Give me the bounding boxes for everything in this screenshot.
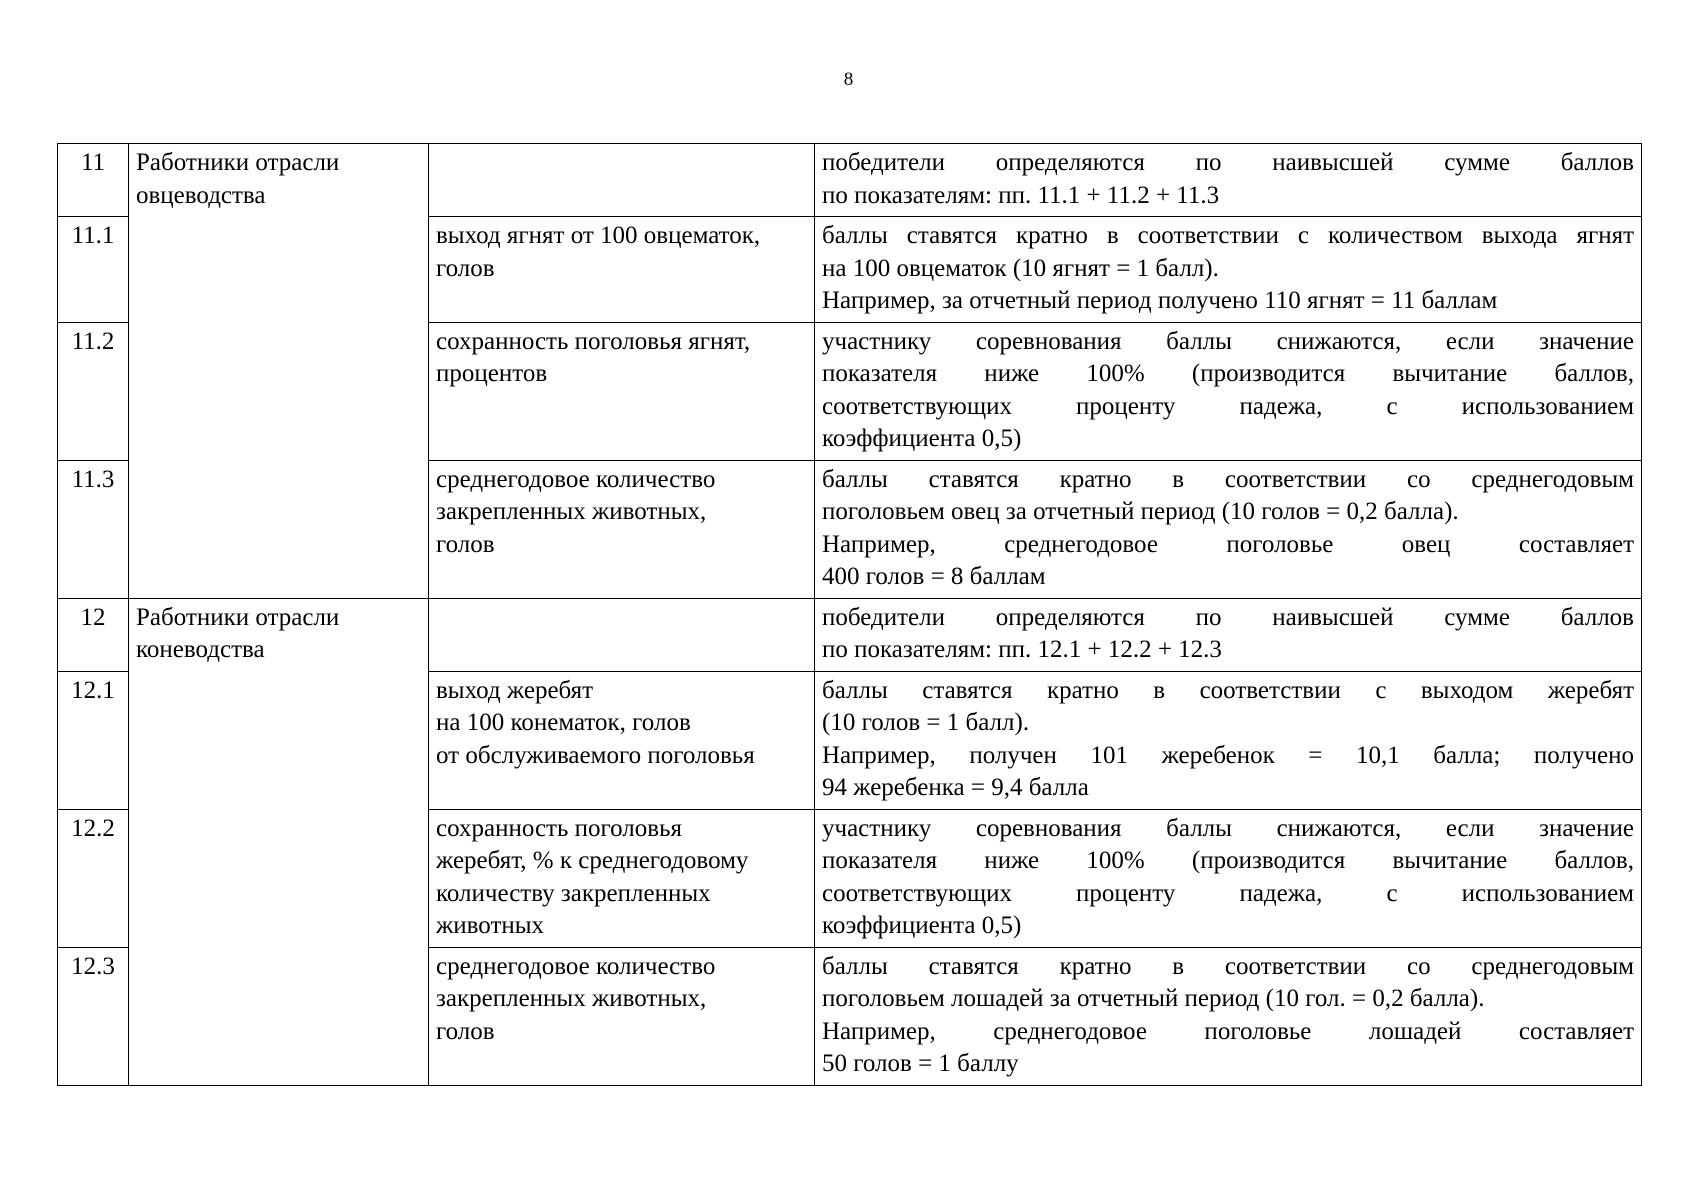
rule-cell bbox=[815, 809, 1642, 947]
indicator-line: жеребят, % к среднегодовому bbox=[436, 847, 749, 874]
rule-line: баллы ставятся кратно в соответствии с выходом жеребят bbox=[822, 676, 1634, 704]
indicator-line: выход жеребят bbox=[436, 676, 594, 704]
indicator-line: закрепленных животных, bbox=[436, 985, 707, 1012]
rule-line: по показателям: пп. 11.1 + 11.2 + 11.3 bbox=[822, 181, 1220, 209]
page-number: 8 bbox=[843, 69, 854, 90]
rule-cell bbox=[815, 144, 1642, 217]
row-number: 12 bbox=[58, 598, 129, 671]
indicator-line: от обслуживаемого поголовья bbox=[436, 741, 755, 769]
indicator-line: закрепленных животных, bbox=[436, 498, 707, 525]
indicator-cell bbox=[429, 671, 815, 809]
indicator-line: выход ягнят от 100 овцематок, bbox=[436, 222, 761, 249]
category-cell bbox=[129, 598, 429, 1085]
indicator-line: голов bbox=[436, 254, 495, 282]
indicator-cell bbox=[429, 322, 815, 460]
indicator-line: среднегодовое количество bbox=[436, 465, 716, 493]
indicator-line: голов bbox=[436, 530, 495, 558]
rule-line: 400 голов = 8 баллам bbox=[822, 563, 1046, 590]
rule-line: поголовьем овец за отчетный период (10 голов = 0,2 балла). bbox=[822, 498, 1459, 525]
indicator-line: сохранность поголовья bbox=[436, 814, 682, 842]
indicator-line: голов bbox=[436, 1017, 495, 1045]
indicator-cell bbox=[429, 598, 815, 671]
rule-line: участнику соревнования баллы снижаются, если значение bbox=[822, 327, 1634, 355]
indicator-line: на 100 конематок, голов bbox=[436, 709, 691, 736]
row-number: 11.1 bbox=[58, 217, 129, 323]
row-number: 11 bbox=[58, 144, 129, 217]
row-number: 11.3 bbox=[58, 460, 129, 598]
criteria-table bbox=[57, 143, 1642, 1086]
indicator-cell bbox=[429, 947, 815, 1085]
row-number: 12.1 bbox=[58, 671, 129, 809]
rule-line: соответствующих проценту падежа, с использованием bbox=[822, 879, 1634, 907]
rule-cell bbox=[815, 460, 1642, 598]
indicator-line: животных bbox=[436, 912, 545, 939]
table-row-group bbox=[58, 144, 1642, 217]
category-cell bbox=[129, 144, 429, 599]
rule-line: участнику соревнования баллы снижаются, если значение bbox=[822, 814, 1634, 842]
rule-line: поголовьем лошадей за отчетный период (10 гол. = 0,2 балла). bbox=[822, 985, 1485, 1012]
category-line: Работники отрасли bbox=[136, 603, 340, 631]
row-number: 11.2 bbox=[58, 322, 129, 460]
rule-line: (10 голов = 1 балл). bbox=[822, 709, 1030, 736]
rule-cell bbox=[815, 671, 1642, 809]
indicator-line: среднегодовое количество bbox=[436, 952, 716, 980]
rule-line: 50 голов = 1 баллу bbox=[822, 1050, 1019, 1077]
indicator-line: процентов bbox=[436, 360, 548, 387]
category-line: коневодства bbox=[136, 636, 265, 663]
rule-line: Например, среднегодовое поголовье овец составляет bbox=[822, 530, 1634, 558]
rule-line: соответствующих проценту падежа, с использованием bbox=[822, 392, 1634, 420]
rule-line: победители определяются по наивысшей сумме баллов bbox=[822, 603, 1634, 631]
category-line: Работники отрасли bbox=[136, 149, 340, 176]
rule-line: баллы ставятся кратно в соответствии со среднегодовым bbox=[822, 952, 1634, 980]
rule-cell bbox=[815, 598, 1642, 671]
rule-line: по показателям: пп. 12.1 + 12.2 + 12.3 bbox=[822, 636, 1222, 663]
category-line: овцеводства bbox=[136, 181, 266, 209]
indicator-cell bbox=[429, 144, 815, 217]
indicator-line: сохранность поголовья ягнят, bbox=[436, 327, 751, 355]
rule-line: показателя ниже 100% (производится вычитание баллов, bbox=[822, 847, 1634, 874]
indicator-cell bbox=[429, 217, 815, 323]
indicator-line: количеству закрепленных bbox=[436, 879, 711, 907]
rule-line: победители определяются по наивысшей сумме баллов bbox=[822, 149, 1634, 176]
indicator-cell bbox=[429, 809, 815, 947]
rule-line: 94 жеребенка = 9,4 балла bbox=[822, 774, 1089, 801]
rule-line: коэффициента 0,5) bbox=[822, 425, 1022, 452]
indicator-cell bbox=[429, 460, 815, 598]
rule-line: Например, получен 101 жеребенок = 10,1 балла; получено bbox=[822, 741, 1634, 769]
rule-line: Например, среднегодовое поголовье лошадей составляет bbox=[822, 1017, 1634, 1045]
row-number: 12.3 bbox=[58, 947, 129, 1085]
table-row-group bbox=[58, 598, 1642, 671]
rule-line: коэффициента 0,5) bbox=[822, 912, 1022, 939]
rule-cell bbox=[815, 947, 1642, 1085]
rule-cell bbox=[815, 322, 1642, 460]
rule-line: на 100 овцематок (10 ягнят = 1 балл). bbox=[822, 254, 1219, 282]
rule-line: показателя ниже 100% (производится вычитание баллов, bbox=[822, 360, 1634, 387]
rule-line: баллы ставятся кратно в соответствии с количеством выхода ягнят bbox=[822, 222, 1634, 249]
row-number: 12.2 bbox=[58, 809, 129, 947]
rule-line: баллы ставятся кратно в соответствии со среднегодовым bbox=[822, 465, 1634, 493]
rule-line: Например, за отчетный период получено 110 ягнят = 11 баллам bbox=[822, 287, 1498, 314]
rule-cell bbox=[815, 217, 1642, 323]
